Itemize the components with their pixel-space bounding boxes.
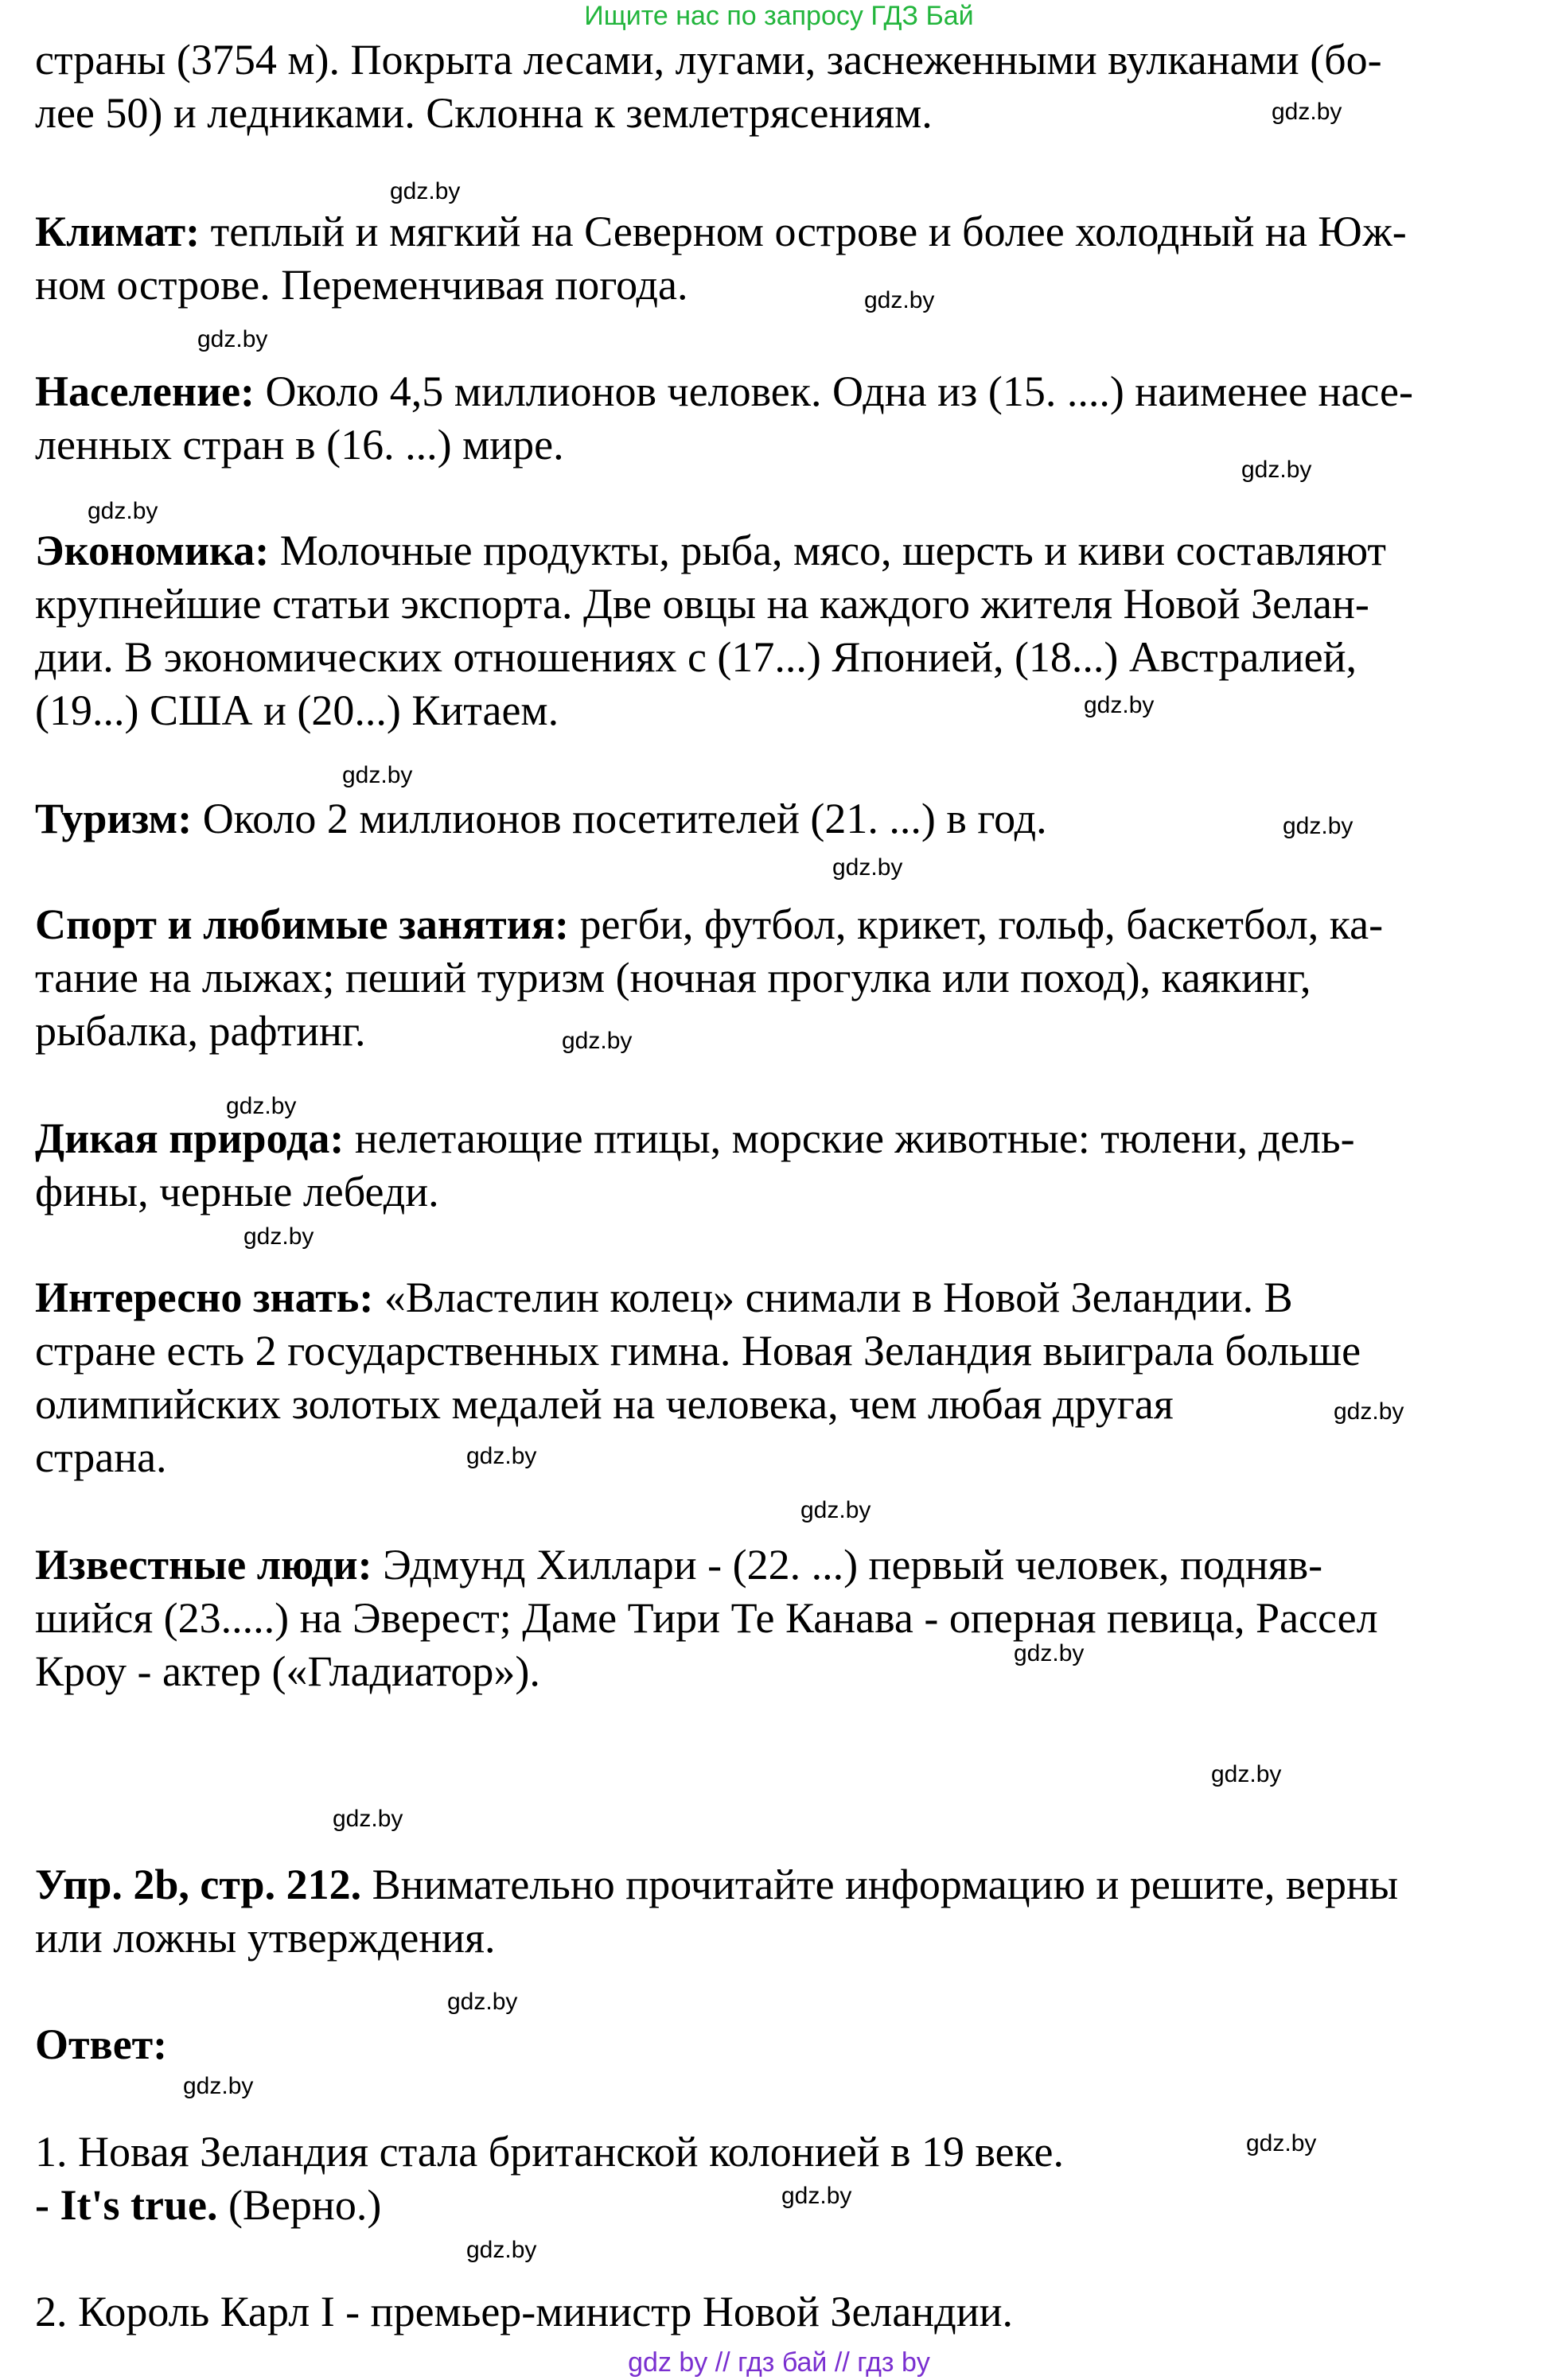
- interesting-line-1: «Властелин колец» снимали в Новой Зеландии. В: [373, 1274, 1293, 1321]
- economy-line-3: дии. В экономических отношениях с (17...) Японией, (18...) Австралией,: [35, 633, 1357, 681]
- economy-line-4: (19...) США и (20...) Китаем.: [35, 686, 559, 734]
- economy-label: Экономика:: [35, 527, 270, 574]
- watermark: gdz.by: [243, 1223, 314, 1250]
- sport-label: Спорт и любимые занятия:: [35, 900, 570, 948]
- exercise-line-1: Внимательно прочитайте информацию и решите, верны: [361, 1861, 1399, 1908]
- paragraph-wildlife: [35, 1112, 1539, 1219]
- famous-label: Известные люди:: [35, 1541, 372, 1589]
- interesting-label: Интересно знать:: [35, 1274, 374, 1321]
- watermark: gdz.by: [832, 854, 903, 881]
- answer-label: Ответ:: [35, 2020, 168, 2068]
- intro-line-2: лее 50) и ледниками. Склонна к землетрясениям.: [35, 89, 933, 137]
- sport-line-3: рыбалка, рафтинг.: [35, 1007, 366, 1055]
- interesting-line-2: стране есть 2 государственных гимна. Новая Зеландия выиграла больше: [35, 1327, 1361, 1375]
- watermark: gdz.by: [447, 1989, 518, 2015]
- climate-label: Климат:: [35, 208, 201, 255]
- sport-line-2: тание на лыжах; пеший туризм (ночная прогулка или поход), каякинг,: [35, 954, 1311, 1001]
- answer-item-2: [35, 2285, 1539, 2339]
- item-2-statement: 2. Король Карл I - премьер-министр Новой Зеландии.: [35, 2288, 1014, 2335]
- economy-line-1: Молочные продукты, рыба, мясо, шерсть и киви составляют: [269, 527, 1387, 574]
- population-line-2: ленных стран в (16. ...) мире.: [35, 421, 564, 469]
- famous-line-3: Кроу - актер («Гладиатор»).: [35, 1647, 540, 1695]
- wildlife-line-2: фины, черные лебеди.: [35, 1168, 439, 1215]
- watermark: gdz.by: [1084, 692, 1155, 718]
- item-1-verdict: - It's true.: [35, 2181, 218, 2229]
- watermark: gdz.by: [781, 2183, 852, 2209]
- wildlife-label: Дикая природа:: [35, 1114, 345, 1162]
- watermark: gdz.by: [562, 1028, 633, 1054]
- exercise-line-2: или ложны утверждения.: [35, 1914, 496, 1962]
- answer-heading: [35, 2018, 1539, 2071]
- climate-line-1: теплый и мягкий на Северном острове и более холодный на Юж-: [200, 208, 1407, 255]
- paragraph-population: [35, 365, 1539, 472]
- watermark: gdz.by: [88, 498, 158, 524]
- tourism-line-1: Около 2 миллионов посетителей (21. ...) в год.: [192, 795, 1047, 842]
- paragraph-famous-people: [35, 1538, 1539, 1698]
- watermark: gdz.by: [466, 1443, 537, 1469]
- famous-line-2: шийся (23.....) на Эверест; Даме Тири Те Канава - оперная певица, Рассел: [35, 1594, 1378, 1642]
- sport-line-1: регби, футбол, крикет, гольф, баскетбол, ка-: [569, 900, 1384, 948]
- wildlife-line-1: нелетающие птицы, морские животные: тюлени, дель-: [344, 1114, 1355, 1162]
- watermark: gdz.by: [1283, 813, 1354, 839]
- climate-line-2: ном острове. Переменчивая погода.: [35, 261, 688, 309]
- paragraph-interesting-facts: [35, 1271, 1539, 1484]
- site-footer-links: gdz by // гдз бай // гдз by: [628, 2347, 930, 2378]
- watermark: gdz.by: [800, 1497, 871, 1523]
- intro-line-1: страны (3754 м). Покрыта лесами, лугами, заснеженными вулканами (бо-: [35, 36, 1382, 84]
- population-line-1: Около 4,5 миллионов человек. Одна из (15. ....) наименее насе-: [255, 368, 1413, 415]
- item-1-translation: (Верно.): [217, 2181, 382, 2229]
- population-label: Население:: [35, 368, 255, 415]
- site-header-banner: Ищите нас по запросу ГДЗ Бай: [584, 1, 974, 31]
- paragraph-economy: [35, 524, 1539, 737]
- watermark: gdz.by: [1014, 1640, 1085, 1666]
- watermark: gdz.by: [1241, 457, 1312, 483]
- watermark: gdz.by: [183, 2073, 254, 2099]
- watermark: gdz.by: [390, 178, 461, 204]
- watermark: gdz.by: [466, 2237, 537, 2263]
- economy-line-2: крупнейшие статьи экспорта. Две овцы на каждого жителя Новой Зелан-: [35, 580, 1369, 628]
- famous-line-1: Эдмунд Хиллари - (22. ...) первый человек, подняв-: [372, 1541, 1323, 1589]
- interesting-line-3: олимпийских золотых медалей на человека, чем любая другая: [35, 1380, 1174, 1428]
- tourism-label: Туризм:: [35, 795, 193, 842]
- interesting-line-4: страна.: [35, 1433, 167, 1481]
- watermark: gdz.by: [1211, 1761, 1282, 1787]
- watermark: gdz.by: [342, 762, 413, 788]
- paragraph-climate: [35, 205, 1539, 312]
- watermark: gdz.by: [1334, 1398, 1404, 1425]
- paragraph-sport: [35, 898, 1539, 1058]
- paragraph-exercise: [35, 1858, 1539, 1965]
- watermark: gdz.by: [333, 1806, 403, 1832]
- watermark: gdz.by: [864, 287, 935, 313]
- watermark: gdz.by: [197, 326, 268, 352]
- item-1-statement: 1. Новая Зеландия стала британской колонией в 19 веке.: [35, 2128, 1064, 2176]
- exercise-label: Упр. 2b, стр. 212.: [35, 1861, 362, 1908]
- watermark: gdz.by: [1246, 2130, 1317, 2156]
- watermark: gdz.by: [226, 1093, 297, 1119]
- watermark: gdz.by: [1272, 99, 1342, 125]
